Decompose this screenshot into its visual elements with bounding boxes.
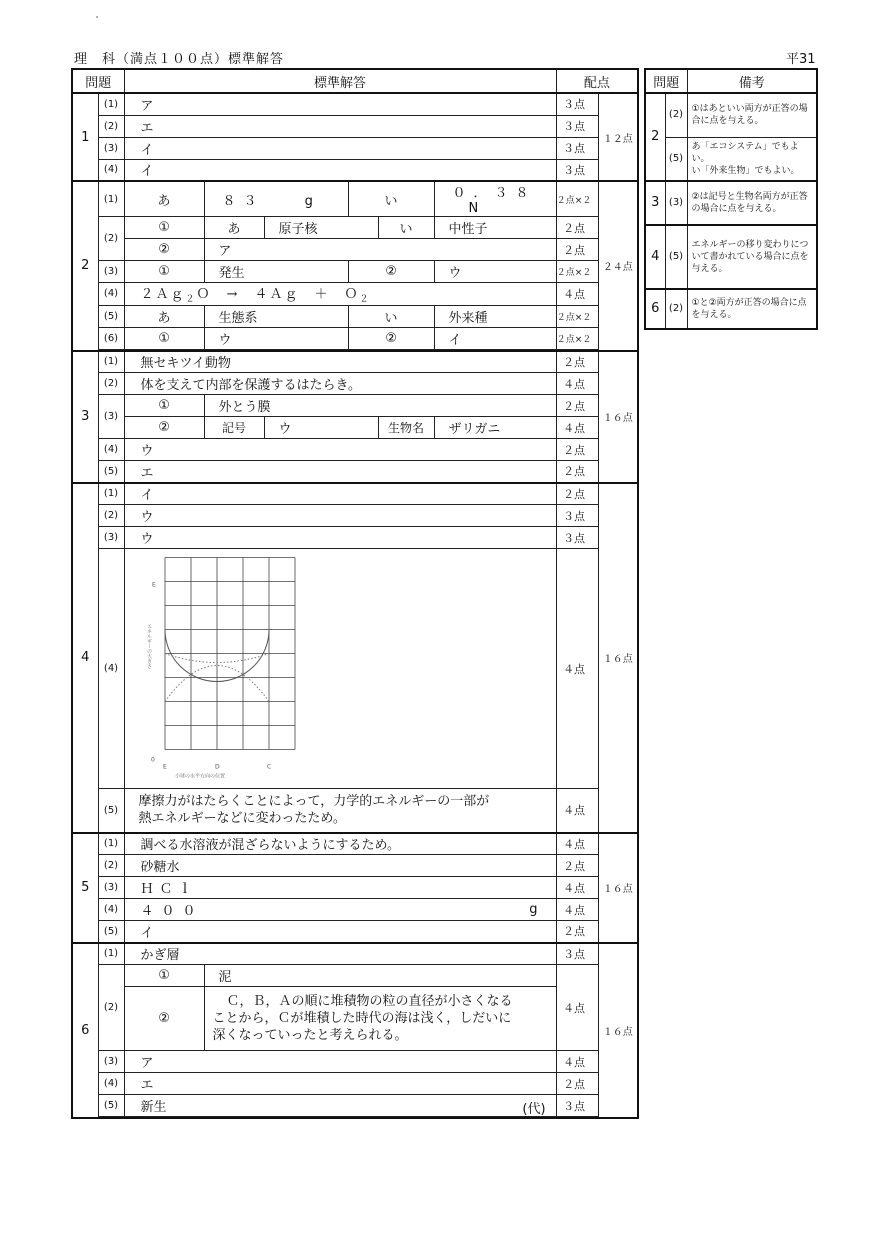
sub-number: (1) bbox=[98, 943, 124, 965]
sub-number: (5) bbox=[98, 789, 124, 833]
answer: 調べる水溶液が混ざらないようにするため。 bbox=[124, 833, 556, 855]
label-a: あ bbox=[124, 305, 204, 327]
points: ４点 bbox=[556, 549, 598, 789]
remark-line: あ「エコシステム」でもよい。 bbox=[691, 141, 799, 164]
points: ４点 bbox=[556, 373, 598, 395]
points: ２点 bbox=[556, 351, 598, 373]
question-number: 2 bbox=[72, 181, 98, 351]
question-total: １６点 bbox=[598, 483, 638, 833]
answer: ア bbox=[124, 1051, 556, 1073]
question-number: 2 bbox=[645, 93, 665, 181]
sub-number: (1) bbox=[98, 93, 124, 115]
speck bbox=[96, 16, 98, 18]
value: ４００ bbox=[140, 904, 204, 920]
points: ４点 bbox=[556, 1051, 598, 1073]
answer: ウ bbox=[124, 527, 556, 549]
answer-b bbox=[434, 181, 556, 217]
answer-1: 発生 bbox=[204, 261, 348, 283]
sub-number: (2) bbox=[98, 373, 124, 395]
question-number: 3 bbox=[72, 351, 98, 483]
sub-number: (3) bbox=[98, 395, 124, 439]
sub-number: (2) bbox=[98, 965, 124, 1051]
remark: ②は記号と生物名両方が正答の場合に点を与える。 bbox=[687, 181, 817, 225]
question-total: ２４点 bbox=[598, 181, 638, 351]
answer: イ bbox=[124, 483, 556, 505]
answer-line: Ｃ，Ｂ，Ａの順に堆積物の粒の直径が小さくなる bbox=[226, 994, 513, 1010]
equation-part: Ｏ → ４Ａｇ ＋ Ｏ bbox=[196, 287, 360, 302]
sub-number: (3) bbox=[98, 527, 124, 549]
sub-number: (2) bbox=[665, 289, 687, 329]
points: ４点 bbox=[556, 789, 598, 833]
x-axis-label: 小球の水平方向の位置 bbox=[174, 773, 225, 780]
points: ２点 bbox=[556, 217, 598, 239]
points: ３点 bbox=[556, 159, 598, 181]
question-number: 5 bbox=[72, 833, 98, 943]
sub-number: (5) bbox=[665, 137, 687, 181]
answer: ア bbox=[124, 93, 556, 115]
answer-line: 熱エネルギーなどに変わったため。 bbox=[138, 811, 346, 827]
energy-graph bbox=[125, 549, 555, 784]
sub-number: (6) bbox=[98, 327, 124, 349]
circle-number: ② bbox=[348, 327, 434, 349]
sub-number: (5) bbox=[98, 1095, 124, 1117]
header-question: 問題 bbox=[645, 69, 687, 93]
unit: g bbox=[529, 902, 538, 918]
points: ３点 bbox=[556, 527, 598, 549]
points: ２点 bbox=[556, 1073, 598, 1095]
answer-line: ことから，Ｃが堆積した時代の海は浅く，しだいに bbox=[212, 1011, 512, 1027]
sub-number: (3) bbox=[98, 261, 124, 283]
points: ４点 bbox=[556, 965, 598, 1051]
label-a: あ bbox=[124, 181, 204, 217]
header-question: 問題 bbox=[72, 69, 124, 93]
circle-number: ② bbox=[124, 417, 204, 439]
points: ２点×２ bbox=[556, 327, 598, 349]
remark: エネルギーの移り変わりについて書かれている場合に点を与える。 bbox=[687, 225, 817, 289]
points: ３点 bbox=[556, 93, 598, 115]
sub-number: (2) bbox=[665, 93, 687, 137]
notes-table bbox=[644, 68, 818, 330]
label-b: い bbox=[348, 305, 434, 327]
energy-graph-cell bbox=[124, 549, 556, 789]
remark bbox=[687, 137, 817, 181]
sub-number: (5) bbox=[98, 461, 124, 483]
circle-number: ① bbox=[124, 395, 204, 417]
points: ２点 bbox=[556, 239, 598, 261]
sub-number: (1) bbox=[98, 181, 124, 217]
answer-b: 中性子 bbox=[434, 217, 556, 239]
label-b: い bbox=[348, 181, 434, 217]
x-tick-c: C bbox=[266, 763, 271, 771]
key-label: 生物名 bbox=[378, 417, 434, 439]
points: ２点×２ bbox=[556, 305, 598, 327]
equation bbox=[124, 283, 556, 306]
sub-number: (4) bbox=[98, 1073, 124, 1095]
remark: ①はあといい両方が正答の場合に点を与える。 bbox=[687, 93, 817, 137]
points: ４点 bbox=[556, 417, 598, 439]
points: ３点 bbox=[556, 1095, 598, 1117]
sub-number: (2) bbox=[98, 855, 124, 877]
equation-part: ２Ａｇ bbox=[140, 287, 186, 302]
remark: ①と②両方が正答の場合に点を与える。 bbox=[687, 289, 817, 329]
question-number: 4 bbox=[72, 483, 98, 833]
answer: 無セキツイ動物 bbox=[124, 351, 556, 373]
sub-number: (2) bbox=[98, 217, 124, 261]
points: ３点 bbox=[556, 115, 598, 137]
answer: かぎ層 bbox=[124, 943, 556, 965]
sub-number: (1) bbox=[98, 483, 124, 505]
answer: エ bbox=[124, 115, 556, 137]
sub-number: (3) bbox=[98, 137, 124, 159]
label-b: い bbox=[378, 217, 434, 239]
answer bbox=[124, 789, 556, 833]
sub-number: (4) bbox=[98, 439, 124, 461]
sub-number: (5) bbox=[98, 921, 124, 943]
sub-number: (5) bbox=[665, 225, 687, 289]
answer: エ bbox=[124, 461, 556, 483]
points: ２点 bbox=[556, 855, 598, 877]
answer: ウ bbox=[124, 505, 556, 527]
sub-number: (4) bbox=[98, 549, 124, 789]
key-label: 記号 bbox=[204, 417, 264, 439]
question-total: １６点 bbox=[598, 943, 638, 1119]
sub-number: (5) bbox=[98, 305, 124, 327]
points: ３点 bbox=[556, 505, 598, 527]
circle-number: ① bbox=[124, 261, 204, 283]
points: ２点 bbox=[556, 395, 598, 417]
header-remark: 備考 bbox=[687, 69, 817, 93]
circle-number: ② bbox=[348, 261, 434, 283]
points: ２点 bbox=[556, 483, 598, 505]
answer-organism: ザリガニ bbox=[434, 417, 556, 439]
x-tick-e: E bbox=[162, 763, 167, 771]
origin-label: 0 bbox=[150, 756, 155, 764]
answer: 外とう膜 bbox=[204, 395, 556, 417]
circle-number: ① bbox=[124, 217, 204, 239]
question-number: 6 bbox=[72, 943, 98, 1119]
answer: イ bbox=[124, 921, 556, 943]
sub-number: (4) bbox=[98, 283, 124, 306]
remark-line: い「外来生物」でもよい。 bbox=[691, 165, 800, 176]
question-total: １６点 bbox=[598, 351, 638, 483]
circle-number: ② bbox=[124, 239, 204, 261]
unit: g bbox=[304, 193, 313, 209]
points: ４点 bbox=[556, 899, 598, 921]
points: ４点 bbox=[556, 283, 598, 306]
answer-symbol: ウ bbox=[264, 417, 378, 439]
answer-2: イ bbox=[434, 327, 556, 349]
sub-number: (1) bbox=[98, 351, 124, 373]
points: ２点×２ bbox=[556, 261, 598, 283]
answer: 泥 bbox=[204, 965, 556, 987]
subscript: ２ bbox=[359, 294, 371, 305]
answer: ＨＣｌ bbox=[124, 877, 556, 899]
question-number: 3 bbox=[645, 181, 665, 225]
sub-number: (4) bbox=[98, 159, 124, 181]
circle-number: ② bbox=[124, 987, 204, 1051]
answer bbox=[204, 987, 556, 1051]
answer-b: 外来種 bbox=[434, 305, 556, 327]
unit: (代) bbox=[522, 1102, 546, 1117]
sub-number: (2) bbox=[98, 505, 124, 527]
answer bbox=[124, 1095, 556, 1117]
answer: 砂糖水 bbox=[124, 855, 556, 877]
answer: ア bbox=[204, 239, 556, 261]
answer: エ bbox=[124, 1073, 556, 1095]
y-axis-label: エネルギーの大きさ bbox=[145, 623, 152, 669]
subscript: ２ bbox=[185, 294, 197, 305]
answer-table bbox=[71, 68, 639, 1119]
header-answer: 標準解答 bbox=[124, 69, 556, 93]
label-a: あ bbox=[204, 217, 264, 239]
sub-number: (3) bbox=[665, 181, 687, 225]
answer bbox=[124, 899, 556, 921]
header-points: 配点 bbox=[556, 69, 638, 93]
graph-grid bbox=[165, 558, 295, 750]
answer: 体を支えて内部を保護するはたらき。 bbox=[124, 373, 556, 395]
value: ８３ bbox=[222, 193, 265, 209]
page-title: 理 科（満点１００点）標準解答 bbox=[74, 52, 285, 67]
answer: イ bbox=[124, 159, 556, 181]
question-total: １２点 bbox=[598, 93, 638, 181]
answer-a: 原子核 bbox=[264, 217, 378, 239]
points: ３点 bbox=[556, 137, 598, 159]
x-tick-d: D bbox=[214, 763, 220, 771]
circle-number: ① bbox=[124, 327, 204, 349]
spacer bbox=[98, 1117, 598, 1119]
answer-2: ウ bbox=[434, 261, 556, 283]
value: ０．３８ bbox=[452, 186, 537, 201]
answer-1: ウ bbox=[204, 327, 348, 349]
value: 新生 bbox=[140, 1100, 167, 1116]
answer: ウ bbox=[124, 439, 556, 461]
sub-number: (3) bbox=[98, 1051, 124, 1073]
points: ４点 bbox=[556, 833, 598, 855]
answer-line: 深くなっていったと考えられる。 bbox=[212, 1028, 408, 1044]
y-top-label: E bbox=[151, 581, 156, 589]
answer-line: 摩擦力がはたらくことによって，力学的エネルギーの一部が bbox=[138, 794, 490, 810]
points: ２点 bbox=[556, 439, 598, 461]
question-number: 6 bbox=[645, 289, 665, 329]
question-number: 1 bbox=[72, 93, 98, 181]
points: ２点×２ bbox=[556, 181, 598, 217]
circle-number: ① bbox=[124, 965, 204, 987]
sub-number: (1) bbox=[98, 833, 124, 855]
sub-number: (4) bbox=[98, 899, 124, 921]
points: ２点 bbox=[556, 461, 598, 483]
points: ３点 bbox=[556, 943, 598, 965]
unit: N bbox=[468, 201, 479, 216]
sub-number: (3) bbox=[98, 877, 124, 899]
answer-a: 生態系 bbox=[204, 305, 348, 327]
answer: イ bbox=[124, 137, 556, 159]
question-total: １６点 bbox=[598, 833, 638, 943]
sub-number: (2) bbox=[98, 115, 124, 137]
answer-a bbox=[204, 181, 348, 217]
page-label: 平31 bbox=[786, 52, 816, 67]
points: ４点 bbox=[556, 877, 598, 899]
points: ２点 bbox=[556, 921, 598, 943]
question-number: 4 bbox=[645, 225, 665, 289]
